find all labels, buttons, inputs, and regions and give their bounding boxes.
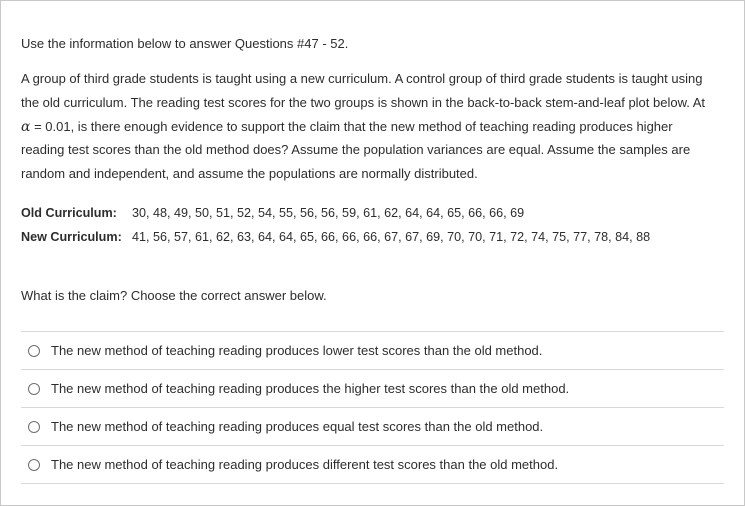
new-curriculum-label: New Curriculum: bbox=[21, 230, 122, 244]
problem-line: random and independent, and assume the populations are normally distributed. bbox=[21, 166, 478, 182]
answer-option-label: The new method of teaching reading produces different test scores than the old method. bbox=[51, 457, 559, 472]
answer-option[interactable] bbox=[21, 445, 724, 484]
radio-button[interactable] bbox=[28, 383, 40, 395]
answer-option[interactable] bbox=[21, 407, 724, 445]
problem-statement bbox=[21, 69, 726, 188]
answer-option[interactable] bbox=[21, 369, 724, 407]
instructions-text: Use the information below to answer Questions #47 - 52. bbox=[21, 36, 349, 51]
new-curriculum-row bbox=[21, 228, 650, 252]
new-curriculum-values: 41, 56, 57, 61, 62, 63, 64, 64, 65, 66, 66, 66, 67, 67, 69, 70, 70, 71, 72, 74, 75, 77, 78, 84, 88 bbox=[132, 230, 651, 244]
question-prompt: What is the claim? Choose the correct answer below. bbox=[21, 288, 327, 303]
problem-line bbox=[21, 117, 726, 141]
alpha-symbol: α bbox=[21, 118, 31, 135]
answer-option[interactable] bbox=[21, 331, 724, 369]
answer-option-label: The new method of teaching reading produces lower test scores than the old method. bbox=[51, 343, 543, 358]
answer-option-label: The new method of teaching reading produces equal test scores than the old method. bbox=[51, 419, 544, 434]
problem-line: the old curriculum. The reading test scores for the two groups is shown in the back-to-back stem-and-leaf plot below. At bbox=[21, 94, 706, 110]
old-curriculum-label: Old Curriculum: bbox=[21, 206, 117, 220]
data-sets bbox=[21, 204, 650, 252]
answer-option-label: The new method of teaching reading produces the higher test scores than the old method. bbox=[51, 381, 570, 396]
radio-button[interactable] bbox=[28, 459, 40, 471]
old-curriculum-values: 30, 48, 49, 50, 51, 52, 54, 55, 56, 56, 59, 61, 62, 64, 64, 65, 66, 66, 69 bbox=[132, 206, 525, 220]
radio-button[interactable] bbox=[28, 345, 40, 357]
old-curriculum-row bbox=[21, 204, 650, 228]
radio-button[interactable] bbox=[28, 421, 40, 433]
problem-line-text: = 0.01, is there enough evidence to support the claim that the new method of teaching reading produces higher bbox=[30, 118, 673, 134]
answer-options bbox=[21, 331, 724, 484]
problem-line: reading test scores than the old method does? Assume the population variances are equal. Assume the samples are bbox=[21, 142, 691, 158]
problem-line: A group of third grade students is taught using a new curriculum. A control group of third grade students is taught using bbox=[21, 71, 703, 86]
